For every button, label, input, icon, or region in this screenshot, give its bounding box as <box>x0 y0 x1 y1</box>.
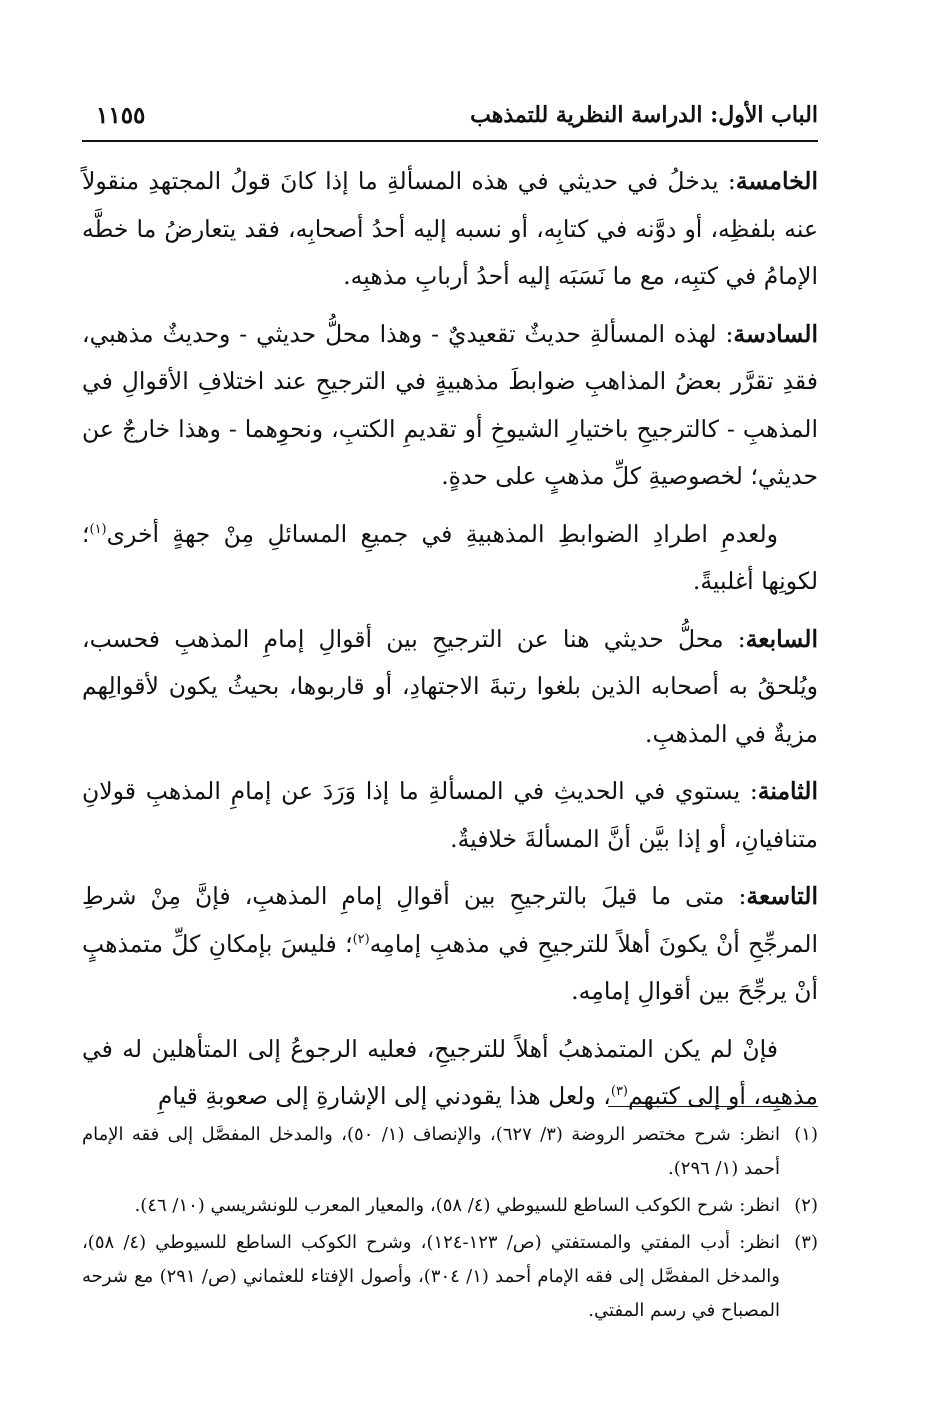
paragraph-seventh <box>82 616 818 759</box>
footnote-text: انظر: أدب المفتي والمستفتي (ص/ ١٢٣-١٢٤)، وشرح الكوكب الساطع للسيوطي (٤/ ٥٨)، والمدخل المفصَّل إلى فقه الإمام أحمد (١/ ٣٠٤)، وأصول الإفتاء للعثماني (ص/ ٢٩١) مع شرحه المصباح في رسم المفتي. <box>82 1232 780 1321</box>
footnote-1 <box>82 1118 818 1186</box>
paragraph-lead: السادسة <box>733 319 818 348</box>
paragraph-text: ؛ لكونِها أغلبيةً. <box>82 519 818 595</box>
paragraph-ninth <box>82 873 818 1016</box>
page-number: ١١٥٥ <box>96 102 146 129</box>
footnote-text: انظر: شرح الكوكب الساطع للسيوطي (٤/ ٥٨)، والمعيار المعرب للونشريسي (١٠/ ٤٦). <box>134 1195 780 1216</box>
footnote-2 <box>82 1189 818 1223</box>
footnote-number: (٢) <box>794 1195 818 1216</box>
footnote-number: (١) <box>794 1124 818 1145</box>
paragraph-lead: السابعة <box>745 624 818 653</box>
footnotes <box>82 1118 818 1331</box>
paragraph-lead: التاسعة <box>746 882 818 910</box>
footnote-marker[interactable]: (٢) <box>352 931 370 947</box>
paragraph-lead: الخامسة <box>735 167 818 195</box>
paragraph-sixth <box>82 311 818 501</box>
paragraph-text: ؛ فليسَ بإمكانِ كلِّ متمذهبٍ أنْ يرجِّحَ بين أقوالِ إمامِه. <box>82 929 818 1005</box>
paragraph-text: ، ولعل هذا يقودني إلى الإشارةِ إلى صعوبةِ قيامِ <box>157 1082 611 1110</box>
footnote-marker[interactable]: (٣) <box>610 1084 628 1100</box>
footnote-number: (٣) <box>794 1232 818 1253</box>
paragraph-text: : محلُّ حديثي هنا عن الترجيحِ بين أقوالِ إمامِ المذهبِ فحسب، ويُلحقُ به أصحابه الذين بلغوا رتبةَ الاجتهادِ، أو قاربوها، بحيثُ يكون لأقوالِهم مزيةٌ في المذهبِ. <box>82 624 818 748</box>
paragraph-text: ولعدمِ اطرادِ الضوابطِ المذهبيةِ في جميعِ المسائلِ مِنْ جهةٍ أخرى <box>106 519 778 548</box>
running-head: الباب الأول: الدراسة النظرية للتمذهب <box>470 102 818 128</box>
footnote-text: انظر: شرح مختصر الروضة (٣/ ٦٢٧)، والإنصاف (١/ ٥٠)، والمدخل المفصَّل إلى فقه الإمام أحمد (١/ ٢٩٦). <box>82 1124 780 1179</box>
footnote-3 <box>82 1226 818 1328</box>
paragraph-text: : لهذه المسألةِ حديثٌ تقعيديٌ - وهذا محلُّ حديثي - وحديثٌ مذهبي، فقدِ تقرَّر بعضُ المذاهبِ ضوابطَ مذهبيةٍ في الترجيحِ عند اختلافِ الأقوالِ في المذهبِ - كالترجيحِ باختيارِ الشيوخِ أو تقديمِ الكتبِ، ونحوِهما - وهذا خارجٌ عن حديثي؛ لخصوصيةِ كلِّ مذهبٍ على حدةٍ. <box>82 319 818 490</box>
main-text <box>82 158 818 1131</box>
footnote-marker[interactable]: (١) <box>89 521 107 537</box>
paragraph-text: فإنْ لم يكن المتمذهبُ أهلاً للترجيحِ، فعليه الرجوعُ إلى المتأهلين له في مذهبِه، أو إلى كتبهم <box>82 1034 818 1110</box>
paragraph-lead: الثامنة <box>757 777 818 805</box>
paragraph-eighth <box>82 768 818 863</box>
paragraph-fifth <box>82 158 818 301</box>
paragraph-text: : يدخلُ في حديثي في هذه المسألةِ ما إذا كانَ قولُ المجتهدِ منقولاً عنه بلفظِه، أو دوَّنه في كتابِه، أو نسبه إليه أحدُ أصحابِه، فقد يتعارضُ ما خطَّه الإمامُ في كتبِه، مع ما نَسَبَه إليه أحدُ أربابِ مذهبِه. <box>82 167 818 290</box>
paragraph-text: : متى ما قيلَ بالترجيحِ بين أقوالِ إمامِ المذهبِ، فإنَّ مِنْ شرطِ المرجِّحِ أنْ يكونَ أهلاً للترجيحِ في مذهبِ إمامِه <box>82 882 818 958</box>
footnote-divider <box>608 1106 818 1107</box>
paragraph-continuation <box>82 511 818 606</box>
paragraph-text: : يستوي في الحديثِ في المسألةِ ما إذا وَرَدَ عن إمامِ المذهبِ قولانِ متنافيانِ، أو إذا بيَّن أنَّ المسألةَ خلافيةٌ. <box>82 777 818 853</box>
page-header <box>82 100 818 142</box>
